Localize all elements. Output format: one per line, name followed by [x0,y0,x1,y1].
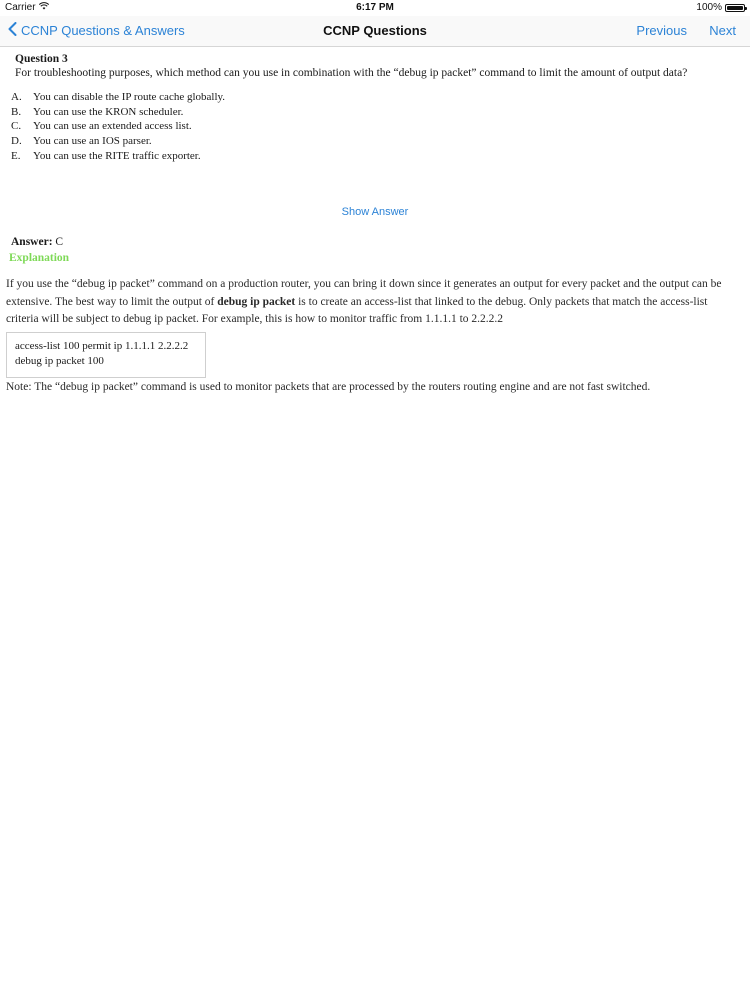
back-button-label: CCNP Questions & Answers [21,23,185,38]
chevron-left-icon [8,22,17,39]
option-text: You can use an IOS parser. [33,135,152,148]
battery-icon [725,4,745,12]
explanation-heading: Explanation [9,252,70,264]
option-d [11,134,225,149]
back-button[interactable] [8,22,185,39]
navigation-bar [0,16,750,47]
answer-options [11,90,225,164]
option-letter: C. [11,120,22,133]
option-letter: B. [11,105,22,118]
option-text: You can use the RITE traffic exporter. [33,149,201,162]
code-line: access-list 100 permit ip 1.1.1.1 2.2.2.2 [15,340,189,352]
question-heading: Question 3 [15,53,68,65]
show-answer-button[interactable]: Show Answer [341,206,409,218]
explanation-bold-command: debug ip packet [217,295,296,308]
explanation-note: Note: The “debug ip packet” command is used to monitor packets that are processed by the routers routing engine and are not fast switched. [6,381,651,393]
carrier-label: Carrier [5,2,36,13]
question-text: For troubleshooting purposes, which method can you use in combination with the “debug ip packet” command to limit the amount of output data? [15,67,688,79]
status-bar [0,0,750,16]
code-example-box [6,332,206,378]
explanation-paragraph [6,276,742,329]
option-c [11,119,225,134]
answer-line [11,236,63,248]
option-e [11,149,225,164]
previous-button[interactable]: Previous [636,23,687,38]
battery-percent: 100% [696,2,722,13]
battery-indicator [696,2,745,13]
option-a [11,90,225,105]
next-button[interactable]: Next [709,23,736,38]
option-b [11,105,225,120]
option-letter: E. [11,149,21,162]
explanation-text-part1: If you use the “debug ip packet” command on a production router, you can bring it down since it generates an output for every packet and the output can be extensive. The best way to limit the output of [6,278,722,308]
code-line: debug ip packet 100 [15,355,104,367]
clock: 6:17 PM [356,2,394,13]
explanation-text-part2: is to create an access-list that linked to the debug. Only packets that match the access-list criteria will be subject to debug ip packet. For example, this is how to monitor traffic from 1.1.1.1 to 2.2.2.2 [6,295,708,325]
answer-value: C [55,236,64,248]
page-title: CCNP Questions [323,23,427,38]
option-text: You can disable the IP route cache globally. [33,91,226,103]
answer-label: Answer: [11,236,53,248]
option-letter: A. [11,91,22,103]
option-text: You can use the KRON scheduler. [33,105,184,118]
option-text: You can use an extended access list. [33,120,192,133]
option-letter: D. [11,135,22,148]
